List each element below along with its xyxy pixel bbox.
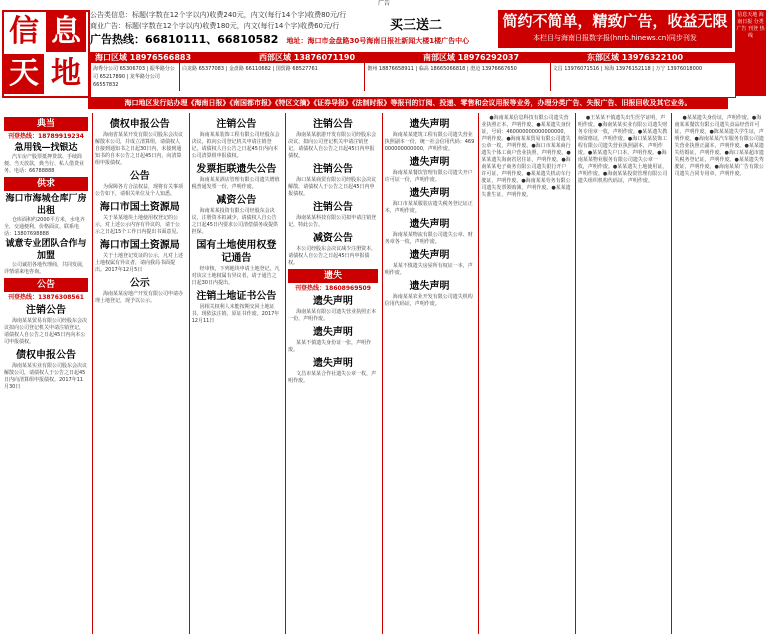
phone-col: 海秀分公司 65306703 | 振华路分公司 65217890 | 龙华路分公司 66557832: [93, 66, 175, 88]
ad-column: [382, 113, 477, 634]
notice-body: 公司诚招各地代理商，共同发展，详情请来电咨询。: [4, 262, 88, 275]
ad-column: [575, 113, 670, 634]
notice-body: 仓库面积约2000平方米，水电齐全，交通便利，价格面议。联系电话：13807698888: [4, 217, 85, 237]
notice-title: 遗失声明: [409, 188, 450, 199]
masthead-logo: [2, 10, 90, 98]
notice-title: 注销公告: [312, 164, 353, 175]
side-ad: 信息天地 海南日报 分类广告 刊登 热线: [735, 10, 766, 96]
category-header: 公告: [4, 278, 88, 292]
price-header: [90, 10, 510, 50]
price-line-2: 商业广告：标题(字数在12个字以内)收费180元，内文(每行14个字)收费60元/行: [90, 22, 340, 30]
notice-title: 减资公告: [216, 195, 257, 206]
region-label: 西部区域 13876071190: [259, 53, 356, 62]
category-header: 典当: [4, 117, 88, 131]
phone-col: 儋州 18876658911 | 临高 18665066818 | 澄迈 13976667650: [364, 63, 549, 91]
notice-title: 注销公告: [26, 305, 66, 316]
notice-body: 海南某某实业有限公司股东会决议解散公司，请债权人于公告之日起45日内向清算组申报债权。2017年11月30日: [4, 363, 88, 390]
slogan-box: [498, 10, 732, 48]
notice-title: 债权申报公告: [109, 119, 170, 130]
notice-body: 为保障各方合法权益，现将有关事项公告如下，请相关单位及个人知悉。: [95, 184, 184, 197]
notice-body: 海口某某商贸有限公司经股东会决议解散，请债权人于公告之日起45日内申报债权。: [288, 177, 377, 197]
category-hotline: 刊登热线：18789919234: [8, 133, 84, 140]
notice-body: 海南某某科技有限公司拟申请注销登记，特此公告。: [288, 215, 377, 228]
notice-body: 关于某某地块土地使用权登记的公示，对上述公示内容有异议的，请于公示之日起15个工作日内提出书面意见。: [95, 215, 182, 235]
notice-body: 海南某某投资有限公司经股东会决议，注册资本拟减少，请债权人自公告之日起45日内要求公司清偿债务或提供担保。: [191, 208, 278, 235]
notice-body: 海南省某某开发有限公司股东会决议解散本公司，并成立清算组，请债权人自接到通知书之日起30日内，未接到通知书的自本公告之日起45日内，向清算组申报债权。: [95, 132, 184, 166]
notice-body: 海南某某餐饮管理有限公司遗失开户许可证一份，声明作废。: [384, 170, 473, 183]
notice-body: ●海南某某信息科技有限公司遗失营业执照正本，声明作废。●某某遗失身份证，号码：460000000000000000，声明作废。●海南某某贸易有限公司遗失公章一枚，声明作废。●海口市某某商行遗失个体工商户营业执照，声明作废。●某某遗失海南省居住证，声明作废。●海南某某电子商务有限公司遗失银行开户许可证，声明作废。●某某遗失机动车行驶证，声明作废。●海南某某劳务有限公司遗失发票领购簿，声明作废。●某某遗失准生证，声明作废。: [481, 115, 571, 198]
slogan-main: 简约不简单，精致广告，收益无限: [502, 12, 728, 30]
notice-title: 国有土地使用权登记通告: [196, 240, 277, 264]
ad-headline: 急用钱—找银达: [14, 143, 78, 153]
service-banner: 海口地区发行站办理《海南日报》《南国都市报》《特区文摘》《证券导报》《法制时报》等报刊的订阅、投递、零售和会议用报等业务，办理分类广告、失报广告、旧报回收及其它业务。: [88, 97, 728, 109]
notice-body: 海南某某旅游开发有限公司经股东会决议，拟向公司登记机关申请注销登记，请债权人自公告之日起45日内申报债权。: [288, 132, 377, 159]
hotline: [90, 32, 510, 49]
notice-title: 公告: [129, 171, 150, 182]
notice-title: 遗失声明: [409, 119, 450, 130]
category-hotline: 刊登热线：18608969509: [294, 285, 371, 292]
notice-body: 海南某某物流有限公司遗失公章、财务章各一枚，声明作废。: [384, 232, 473, 245]
notice-body: ●某某遗失身份证，声明作废。●海南某某餐饮有限公司遗失食品经营许可证，声明作废。●陈某某遗失学生证，声明作废。●海南某某汽车服务有限公司遗失营业执照正副本，声明作废。●某某遗失结婚证，声明作废。●海口某某超市遗失税务登记证，声明作废。●某某遗失驾驶证，声明作废。●海南某某广告有限公司遗失合同专用章，声明作废。: [674, 115, 764, 177]
phone-col: 白龙路 65377083 | 金盘路 66110682 | 国贸路 68527761: [179, 63, 364, 91]
notice-title: 注销公告: [312, 202, 353, 213]
hotline-label: 广告热线：: [90, 33, 145, 46]
notice-body: 因相关权利人未能按期交回土地证书，现依法注销，原证书作废。2017年12月11日: [191, 304, 280, 324]
phone-grid: [91, 63, 735, 91]
notice-title: 注销公告: [216, 119, 257, 130]
ad-column: [189, 113, 284, 634]
region-label: 海口区域 18976566883: [95, 53, 192, 62]
hotline-number: 66810111、66810582: [145, 33, 279, 46]
masthead-char-4: 地: [51, 56, 81, 91]
category-hotline: 刊登热线：13876308561: [8, 294, 84, 301]
masthead-char-3: 天: [4, 54, 44, 94]
regional-phones: [90, 52, 736, 98]
notice-title: 减资公告: [312, 233, 353, 244]
notice-body: 海南某某建筑工程有限公司遗失营业执照副本一份，统一社会信用代码：469000000000000，声明作废。: [384, 132, 475, 152]
ad-column: [671, 113, 766, 634]
notice-body: 本公司经股东会决议减少注册资本，请债权人自公告之日起45日内申报债权。: [288, 246, 377, 266]
notice-body: 经审核，下列地块申请土地登记，凡对该宗土地权属有异议者，请于通告之日起30日内提出。: [191, 266, 280, 286]
price-line-1: 公告类信息：标题(字数在12个字以内)收费240元，内文(每行14个字)收费80元/行: [90, 11, 347, 19]
category-header: 遗失: [288, 269, 378, 283]
region-label: 东部区域 13976322100: [587, 53, 684, 62]
ad-column: [2, 113, 90, 634]
address: 地址：海口市金盘路30号海南日报社新闻大楼1楼广告中心: [286, 37, 470, 45]
notice-body: 汽车房产股票抵押贷款、手续简便、当天放款，典当行、私人借贷业务。电话：66788888: [4, 154, 85, 174]
region-label: 南部区域 18976292037: [423, 53, 520, 62]
notice-title: 注销公告: [312, 119, 353, 130]
notice-body: 海南某某房地产开发有限公司申请办理土地登记，现予以公示。: [95, 291, 184, 304]
masthead-char-1: 信: [9, 14, 39, 49]
notice-title: 遗失声明: [312, 296, 353, 307]
region-bar: [91, 53, 735, 63]
notice-body: 海口市某某服装店遗失税务登记证正本，声明作废。: [384, 201, 473, 214]
notice-title: 遗失声明: [409, 157, 450, 168]
ad-headline: 海口市海城仓库厂房出租: [5, 194, 87, 216]
notice-body: 海南某某贸易有限公司经股东会决议拟向公司登记机关申请注销登记，请债权人自公告之日起45日内向本公司申报债权。: [4, 318, 88, 345]
notice-body: 某某不慎遗失房屋所有权证一本，声明作废。: [384, 263, 473, 276]
notice-title: 遗失声明: [312, 358, 353, 369]
ad-headline: 诚意专业团队合作与加盟: [5, 239, 87, 261]
top-label: 广告: [377, 0, 390, 7]
notice-title: 海口市国土资源局: [99, 240, 180, 251]
ad-column: [478, 113, 573, 634]
promo-text: 买三送二: [390, 18, 443, 33]
notice-title: 遗失声明: [312, 327, 353, 338]
notice-body: 关于土地登记发证的公示，凡对上述土地权属有异议者，请向我局书面提出。2017年12月5日: [95, 253, 184, 273]
ad-column: [285, 113, 380, 634]
ad-column: [92, 113, 187, 634]
slogan-sub: 本栏目与海南日报数字报(hnrb.hinews.cn)同步刊发: [533, 34, 697, 42]
notice-body: ●王某某不慎遗失出生医学证明，声明作废。●海南某某实业有限公司遗失财务专用章一枚，声明作废。●某某遗失教师资格证，声明作废。●海口某某装饰工程有限公司遗失营业执照副本，声明作废。●某某遗失户口本，声明作废。●海南某某物业服务有限公司遗失公章一枚，声明作废。●某某遗失土地使用证，声明作废。●海南某某投资管理有限公司遗失组织机构代码证，声明作废。: [577, 115, 668, 184]
notice-body: 某某不慎遗失身份证一张，声明作废。: [288, 340, 372, 353]
notice-title: 发票拒联遗失公告: [196, 164, 277, 175]
notice-title: 债权申报公告: [16, 350, 76, 361]
phone-col: 文昌 13976071516 | 琼海 13976152118 | 万宁 13976018000: [550, 63, 735, 91]
classified-columns: [2, 113, 766, 634]
notice-title: 公示: [129, 278, 150, 289]
notice-body: 海南某某农业开发有限公司遗失机构信用代码证，声明作废。: [384, 294, 473, 307]
notice-body: 文昌市某某合作社遗失公章一枚，声明作废。: [288, 371, 377, 384]
notice-body: 海南某某装饰工程有限公司经股东会决议，拟向公司登记机关申请注销登记，请债权人自公告之日起45日内向本公司清算组申报债权。: [191, 132, 280, 159]
notice-body: 海南某某有限公司遗失营业执照正本一份，声明作废。: [288, 309, 377, 322]
notice-title: 遗失声明: [409, 219, 450, 230]
notice-title: 遗失声明: [409, 281, 450, 292]
notice-title: 遗失声明: [409, 250, 450, 261]
notice-title: 注销土地证书公告: [196, 291, 277, 302]
category-header: 供求: [4, 177, 88, 191]
notice-title: 海口市国土资源局: [99, 202, 180, 213]
notice-body: 海南某某酒店管理有限公司遗失增值税普通发票一份，声明作废。: [191, 177, 280, 190]
masthead-char-2: 息: [46, 12, 86, 52]
